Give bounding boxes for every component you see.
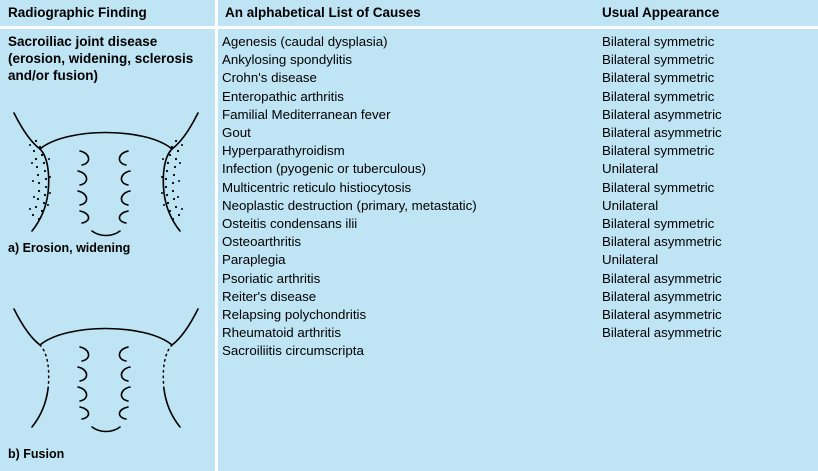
list-item: Infection (pyogenic or tuberculous)	[222, 161, 426, 177]
list-item: Enteropathic arthritis	[222, 88, 344, 104]
list-item: Familial Mediterranean fever	[222, 106, 391, 122]
list-item: Rheumatoid arthritis	[222, 325, 341, 341]
list-item: Reiter's disease	[222, 288, 317, 304]
list-item: Osteoarthritis	[222, 234, 302, 250]
list-item: Bilateral symmetric	[602, 143, 715, 159]
list-item: Paraplegia	[222, 252, 286, 268]
column-header-causes: An alphabetical List of Causes	[225, 5, 421, 20]
list-item: Ankylosing spondylitis	[222, 52, 353, 68]
appearance-column	[602, 29, 818, 471]
figure-a-caption: a) Erosion, widening	[8, 241, 131, 255]
list-item: Multicentric reticulo histiocytosis	[222, 179, 412, 195]
list-item: Bilateral asymmetric	[602, 270, 722, 286]
column-header-appearance: Usual Appearance	[602, 5, 720, 20]
list-item: Unilateral	[602, 252, 659, 268]
figure-b-caption: b) Fusion	[8, 447, 65, 461]
causes-column	[222, 29, 602, 471]
list-item: Bilateral symmetric	[602, 179, 715, 195]
finding-title: Sacroiliac joint disease (erosion, widening, sclerosis and/or fusion)	[8, 34, 194, 83]
table-header-row	[0, 0, 818, 26]
list-item: Bilateral symmetric	[602, 216, 715, 232]
finding-column	[0, 29, 215, 471]
column-header-finding: Radiographic Finding	[8, 5, 147, 20]
list-item: Agenesis (caudal dysplasia)	[222, 34, 388, 49]
list-item: Unilateral	[602, 161, 659, 177]
list-item: Bilateral asymmetric	[602, 106, 722, 122]
sacroiliac-erosion-widening-diagram	[6, 105, 206, 245]
list-item: Bilateral asymmetric	[602, 125, 722, 141]
list-item: Hyperparathyroidism	[222, 143, 345, 159]
list-item: Bilateral asymmetric	[602, 234, 722, 250]
list-item: Neoplastic destruction (primary, metastatic)	[222, 197, 477, 213]
list-item: Crohn's disease	[222, 70, 317, 86]
list-item: Osteitis condensans ilii	[222, 216, 358, 232]
causes-list	[222, 33, 602, 361]
list-item: Bilateral symmetric	[602, 34, 715, 49]
list-item: Bilateral asymmetric	[602, 307, 722, 323]
table-body	[0, 29, 818, 471]
list-item: Psoriatic arthritis	[222, 270, 321, 286]
list-item: Gout	[222, 125, 251, 141]
list-item: Bilateral symmetric	[602, 52, 715, 68]
list-item: Unilateral	[602, 197, 659, 213]
list-item: Bilateral symmetric	[602, 70, 715, 86]
list-item: Bilateral symmetric	[602, 88, 715, 104]
list-item: Bilateral asymmetric	[602, 325, 722, 341]
sacroiliac-fusion-diagram	[6, 301, 206, 441]
list-item: Bilateral asymmetric	[602, 288, 722, 304]
list-item: Relapsing polychondritis	[222, 307, 367, 323]
list-item: Sacroiliitis circumscripta	[222, 343, 364, 359]
appearance-list	[602, 33, 818, 342]
